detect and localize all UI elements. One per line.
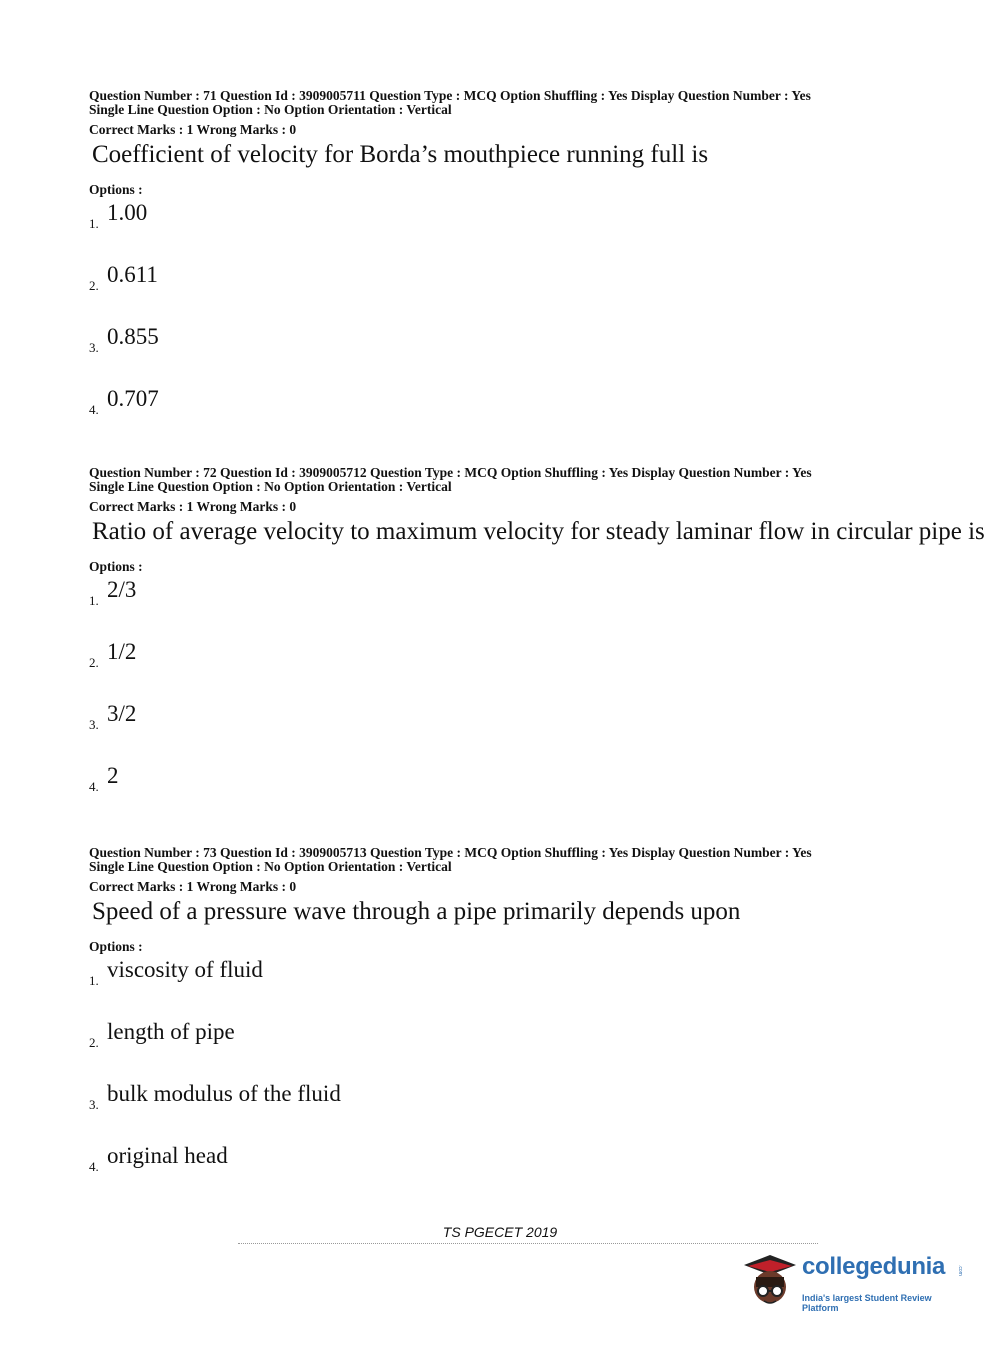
option-item[interactable] (89, 637, 909, 699)
option-number: 4. (89, 402, 99, 417)
option-value: viscosity of fluid (107, 957, 263, 982)
footer-divider (238, 1243, 818, 1244)
question-text: Coefficient of velocity for Borda’s mouthpiece running full is (92, 141, 709, 168)
option-number: 1. (89, 593, 99, 608)
option-value: 0.707 (107, 386, 159, 411)
option-item[interactable] (89, 1141, 909, 1203)
collegedunia-logo[interactable] (740, 1247, 970, 1317)
option-number: 2. (89, 655, 99, 670)
option-item[interactable] (89, 575, 909, 637)
option-number: 4. (89, 1159, 99, 1174)
option-value: 1.00 (107, 200, 148, 225)
question-block (89, 846, 909, 1203)
options-label: Options : (89, 939, 143, 954)
option-value: length of pipe (107, 1019, 235, 1044)
question-marks: Correct Marks : 1 Wrong Marks : 0 (89, 499, 297, 514)
option-item[interactable] (89, 1017, 909, 1079)
option-number: 1. (89, 216, 99, 231)
question-meta-line1: Question Number : 71 Question Id : 3909005711 Question Type : MCQ Option Shuffling : Yes Display Question Number : Yes (89, 88, 811, 103)
option-number: 2. (89, 1035, 99, 1050)
question-marks: Correct Marks : 1 Wrong Marks : 0 (89, 879, 297, 894)
option-value: bulk modulus of the fluid (107, 1081, 341, 1106)
option-value: 0.855 (107, 324, 159, 349)
question-block (89, 89, 909, 446)
option-number: 4. (89, 779, 99, 794)
option-value: 0.611 (107, 262, 158, 287)
option-value: 3/2 (107, 701, 137, 726)
option-value: original head (107, 1143, 228, 1168)
option-number: 3. (89, 717, 99, 732)
question-meta-line1: Question Number : 73 Question Id : 3909005713 Question Type : MCQ Option Shuffling : Yes Display Question Number : Yes (89, 845, 812, 860)
option-item[interactable] (89, 1079, 909, 1141)
question-meta-line2: Single Line Question Option : No Option Orientation : Vertical (89, 479, 452, 494)
graduate-mascot-icon (740, 1247, 800, 1317)
question-block (89, 465, 985, 823)
option-item[interactable] (89, 322, 909, 384)
question-text: Speed of a pressure wave through a pipe primarily depends upon (92, 898, 741, 925)
question-marks: Correct Marks : 1 Wrong Marks : 0 (89, 122, 297, 137)
option-item[interactable] (89, 384, 909, 446)
option-number: 3. (89, 340, 99, 355)
option-number: 2. (89, 278, 99, 293)
question-meta-line1: Question Number : 72 Question Id : 3909005712 Question Type : MCQ Option Shuffling : Yes Display Question Number : Yes (89, 465, 812, 480)
option-item[interactable] (89, 198, 909, 260)
option-number: 1. (89, 973, 99, 988)
exam-footer-label: TS PGECET 2019 (442, 1224, 558, 1240)
brand-name: collegedunia (802, 1253, 946, 1280)
option-value: 2/3 (107, 577, 137, 602)
option-item[interactable] (89, 761, 909, 823)
option-number: 3. (89, 1097, 99, 1112)
question-text: Ratio of average velocity to maximum velocity for steady laminar flow in circular pipe is (92, 518, 985, 545)
options-label: Options : (89, 182, 143, 197)
option-value: 1/2 (107, 639, 137, 664)
brand-suffix: .com (957, 1265, 963, 1276)
option-item[interactable] (89, 955, 909, 1017)
options-label: Options : (89, 559, 143, 574)
option-item[interactable] (89, 260, 909, 322)
option-value: 2 (107, 763, 119, 788)
option-item[interactable] (89, 699, 909, 761)
brand-tagline: India's largest Student Review Platform (802, 1293, 932, 1313)
question-meta-line2: Single Line Question Option : No Option Orientation : Vertical (89, 859, 452, 874)
question-meta-line2: Single Line Question Option : No Option Orientation : Vertical (89, 102, 452, 117)
